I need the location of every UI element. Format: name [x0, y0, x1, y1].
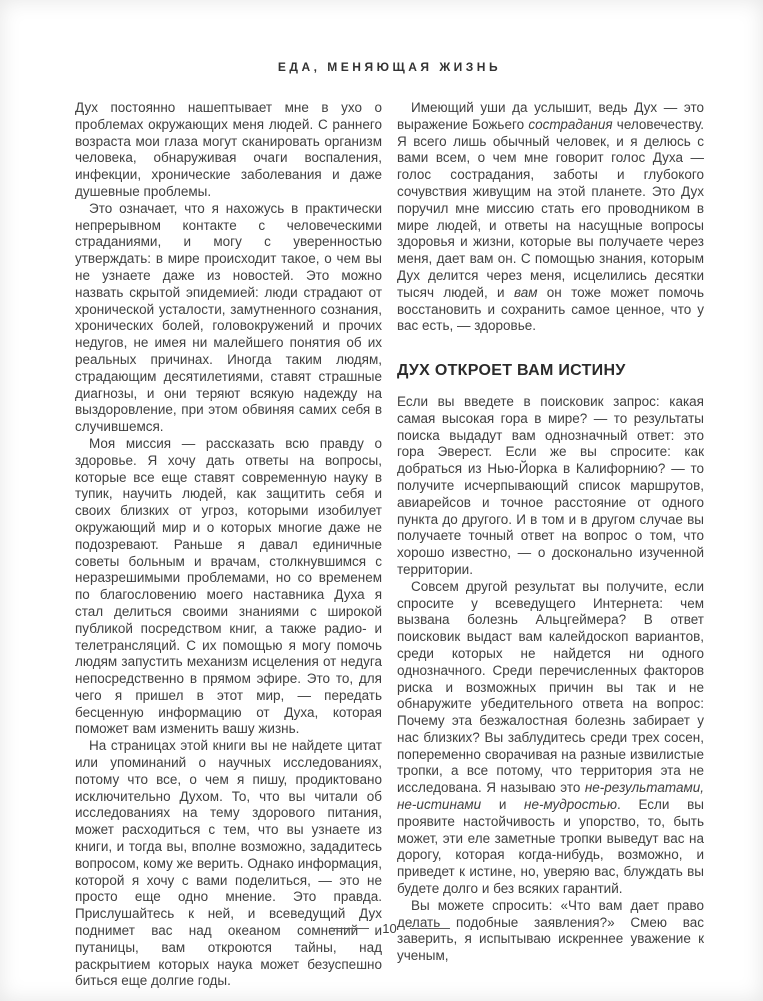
- body-text: На страницах этой книги вы не найдете цитат или упоминаний о научных исследованиях, потому что все, о чем я пишу, продиктовано исключительно Духом. То, что вы читали об исследованиях на тему здорового питания, может расходиться с тем, что вы узнаете из книги, и тогда вы, вполне возможно, зададитесь вопросом, кому же верить. Однако информация, которой я хочу с вами поделиться, — это не просто еще одно мнение. Это правда. Прислушайтесь к ней, и всеведущий Дух поднимет вас над океаном сомнений и путаницы, вам откроются тайны, над раскрытием которых наука может безуспешно биться еще долгие годы.: [75, 738, 382, 989]
- paragraph: [397, 394, 704, 579]
- paragraph: [75, 436, 382, 738]
- body-text: Дух постоянно нашептывает мне в ухо о проблемах окружающих меня людей. С раннего возраста мои глаза могут сканировать организм человека, обнаруживая очаги воспаления, инфекции, хронические заболевания и даже душевные проблемы.: [75, 100, 382, 199]
- body-text: и: [481, 797, 525, 813]
- body-text: Имеющий уши да услышит, ведь Дух — это выражение Божьего: [397, 100, 704, 132]
- paragraph: [75, 201, 382, 436]
- body-text: Вы можете спросить: «Что вам дает право делать подобные заявления?» Смею вас заверить, я испытываю искреннее уважение к ученым,: [397, 897, 704, 964]
- running-header: ЕДА, МЕНЯЮЩАЯ ЖИЗНЬ: [277, 60, 502, 74]
- body-text: он тоже может помочь восстановить и сохранить самое ценное, что у вас есть, — здоровье.: [397, 284, 705, 334]
- page-number: 10: [382, 921, 397, 936]
- section-heading: ДУХ ОТКРОЕТ ВАМ ИСТИНУ: [397, 362, 626, 380]
- footer-rule-left: [329, 928, 369, 929]
- footer-rule-right: [410, 928, 450, 929]
- italic-text: сострадания: [528, 116, 613, 132]
- italic-text: не-результатами, не-истинами: [397, 780, 704, 813]
- body-text: Совсем другой результат вы получите, если спросите у всеведущего Интернета: чем вызвана болезнь Альцгеймера? В ответ поисковик выдаст вам калейдоскоп вариантов, среди которых не найдется ни одного однозначного. Среди перечисленных факторов риска и возможных причин вы так и не обнаружите убедительного ответа на вопрос: Почему эта безжалостная болезнь забирает у нас близких? Вы заблудитесь среди трех сосен, попеременно сворачивая на разные извилистые тропки, а все потому, что территория эта не исследована. Я называю это: [397, 578, 704, 796]
- paragraph: [397, 100, 704, 335]
- body-text: Это означает, что я нахожусь в практически непрерывном контакте с человеческими страданиями, и могу с уверенностью утверждать: в мире происходит такое, о чем вы не узнаете даже из новостей. Это можно назвать скрытой эпидемией: люди страдают от хронической усталости, замутненного сознания, хронических болей, головокружений и прочих недугов, не имея ни малейшего понятия об их реальных причинах. Иногда таким людям, страдающим десятилетиями, ставят страшные диагнозы, и они теряют всякую надежду на выздоровление, при этом обвиняя самих себя в случившемся.: [75, 200, 382, 435]
- paragraph: [75, 738, 382, 990]
- right-column: [397, 100, 704, 990]
- italic-text: не-мудростью: [524, 797, 618, 813]
- paragraph: [397, 579, 704, 898]
- right-column-section: [397, 394, 704, 965]
- body-text: . Если вы проявите настойчивость и упорство, то, быть может, эти еле заметные тропки выведут вас на дорогу, которая когда-нибудь, возможно, и приведет к истине, но, уверяю вас, блуждать вы будете долго и без всяких гарантий.: [397, 797, 704, 897]
- right-column-intro: [397, 100, 704, 335]
- paragraph: [75, 100, 382, 201]
- italic-text: вам: [513, 284, 538, 300]
- body-text: Моя миссия — рассказать всю правду о здоровье. Я хочу дать ответы на вопросы, которые все еще ставят современную науку в тупик, научить людей, как защитить себя и своих близких от угроз, которыми изобилует окружающий мир и о которых многие даже не подозревают. Раньше я давал единичные советы больным и врачам, столкнувшимся с неразрешимыми проблемами, но со временем по благословению моего наставника Духа я стал делиться своими знаниями с широкой публикой посредством книг, а также радио- и телетрансляций. С их помощью я могу помочь людям запустить механизм исцеления от недуга непосредственно в прямом эфире. Это то, для чего я пришел в этот мир, — передать бесценную информацию от Духа, которая поможет вам изменить вашу жизнь.: [75, 435, 382, 737]
- text-columns: [0, 74, 763, 990]
- body-text: Если вы введете в поисковик запрос: какая самая высокая гора в мире? — то результаты поиска выдадут вам однозначный ответ: это гора Эверест. Если же вы спросите: как добраться из Нью-Йорка в Калифорнию? — то получите исчерпывающий список маршрутов, авиарейсов и точное расстояние от одного пункта до другого. И в том и в другом случае вы получаете точный ответ на вопрос о том, что хорошо известно, — о досконально изученной территории.: [397, 393, 704, 577]
- page-footer: [75, 922, 704, 935]
- left-column: [75, 100, 382, 990]
- body-text: человечеству. Я всего лишь обычный человек, и я делюсь с вами всем, о чем мне говорит голос Духа — голос сострадания, заботы и глубокого сочувствия живущим на этой планете. Это Дух поручил мне миссию стать его проводником в мире людей, и ответы на насущные вопросы здоровья и жизни, которые вы получаете через меня, дает вам он. С помощью знания, которым Дух делится через меня, исцелились десятки тысяч людей, и: [397, 116, 704, 300]
